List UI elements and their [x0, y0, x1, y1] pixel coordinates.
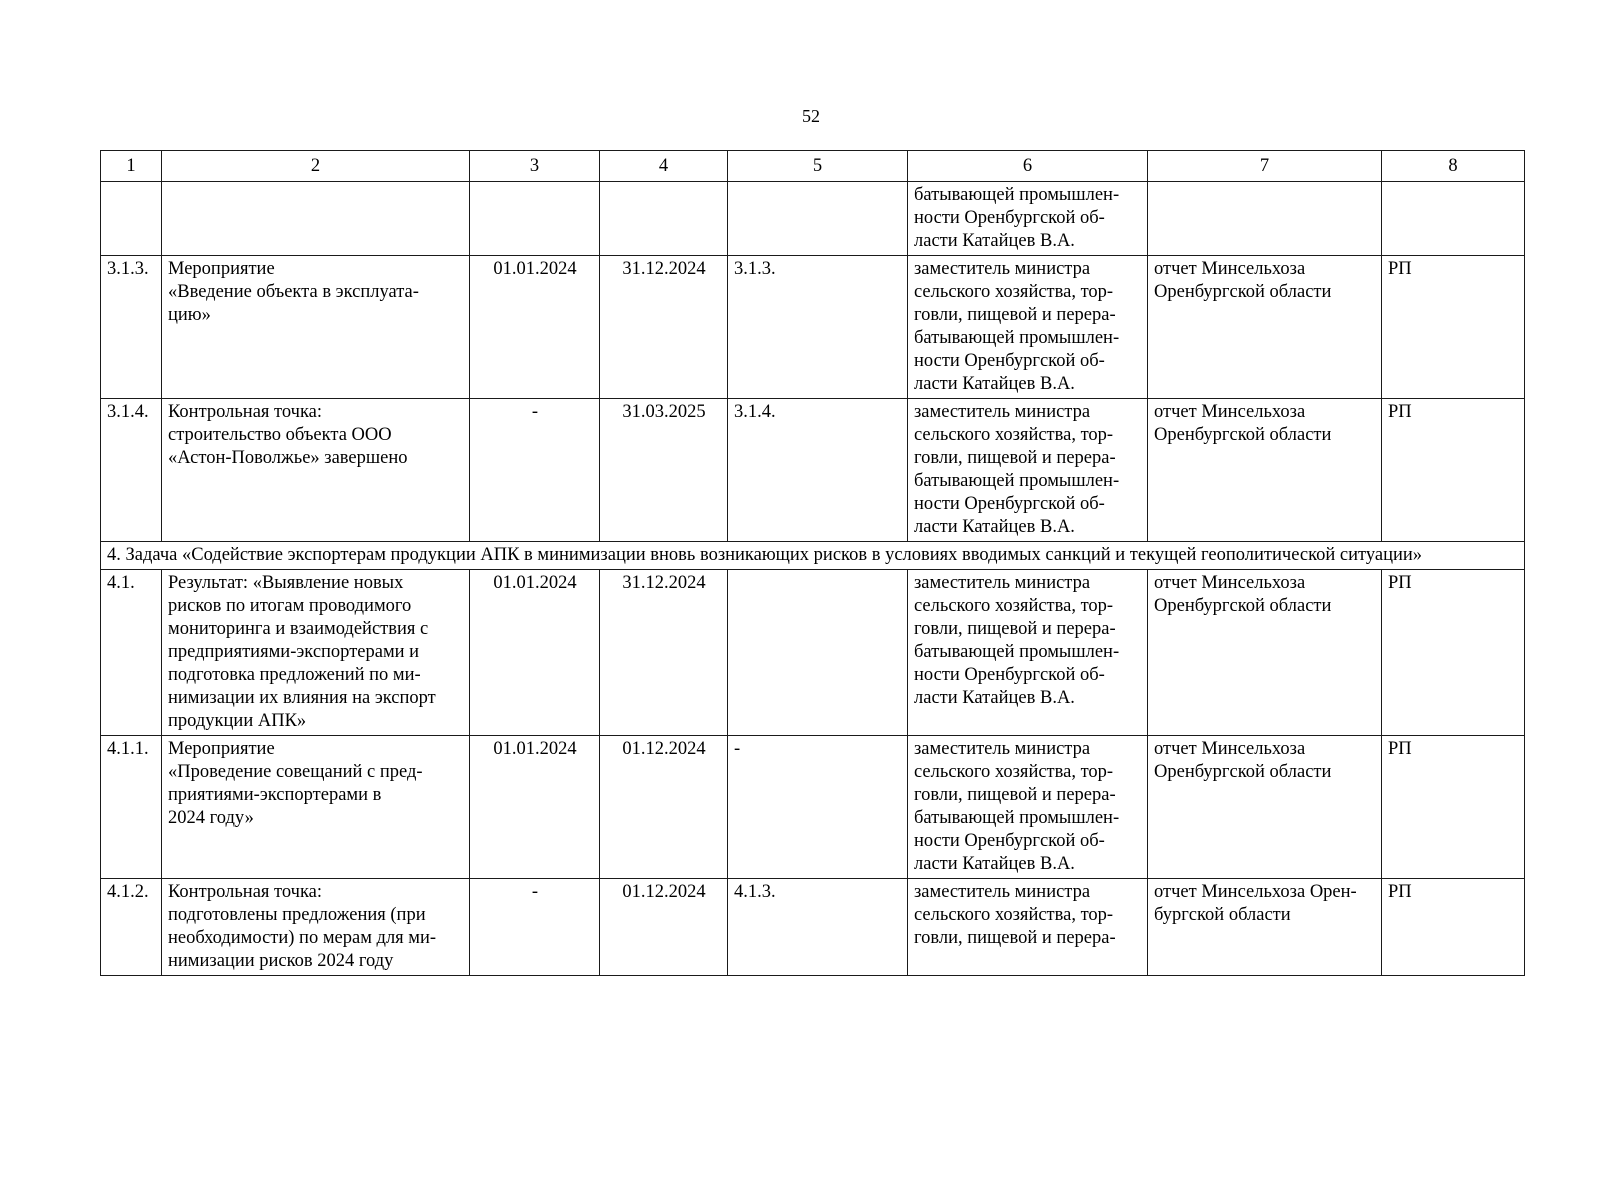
report-document	[1148, 570, 1382, 736]
responsible-person-line: говли, пищевой и перера-	[914, 448, 1116, 468]
column-number: 7	[1148, 151, 1382, 182]
item-name	[162, 736, 470, 879]
page-number: 52	[802, 106, 820, 126]
report-document	[1148, 736, 1382, 879]
item-name-line: приятиями-экспортерами в	[168, 785, 382, 805]
end-date: 31.12.2024	[600, 570, 728, 736]
responsible-person-line: заместитель министра	[914, 402, 1091, 422]
responsible-person-line: заместитель министра	[914, 259, 1091, 279]
responsible-person-line: ласти Катайцев В.А.	[914, 231, 1075, 251]
responsible-person	[908, 879, 1148, 976]
item-name-line: Контрольная точка:	[168, 882, 323, 902]
item-number: 4.1.1.	[101, 736, 162, 879]
start-date	[470, 182, 600, 256]
responsible-person-line: ности Оренбургской об-	[914, 208, 1105, 228]
start-date: 01.01.2024	[470, 736, 600, 879]
item-name-line: предприятиями-экспортерами и	[168, 642, 420, 662]
control-level: РП	[1382, 399, 1525, 542]
control-level: РП	[1382, 256, 1525, 399]
item-name-line: необходимости) по мерам для ми-	[168, 928, 437, 948]
item-name-line: 2024 году»	[168, 808, 254, 828]
responsible-person-line: заместитель министра	[914, 739, 1091, 759]
report-document-line: Оренбургской области	[1154, 596, 1332, 616]
item-name-line: Мероприятие	[168, 259, 275, 279]
start-date: 01.01.2024	[470, 256, 600, 399]
item-name-line: подготовка предложений по ми-	[168, 665, 421, 685]
task-heading: 4. Задача «Содействие экспортерам продукции АПК в минимизации вновь возникающих рисков в условиях вводимых санкций и текущей геополитической ситуации»	[101, 542, 1525, 570]
item-name-line: нимизации рисков 2024 году	[168, 951, 394, 971]
linked-item: 3.1.3.	[728, 256, 908, 399]
report-document	[1148, 182, 1382, 256]
responsible-person-line: говли, пищевой и перера-	[914, 785, 1116, 805]
item-name-line: подготовлены предложения (при	[168, 905, 426, 925]
item-number: 4.1.2.	[101, 879, 162, 976]
item-name	[162, 182, 470, 256]
report-document-line: отчет Минсельхоза	[1154, 573, 1306, 593]
item-name-line: продукции АПК»	[168, 711, 307, 731]
column-number-row	[101, 151, 1525, 182]
task-row	[101, 542, 1525, 570]
linked-item	[728, 570, 908, 736]
start-date: -	[470, 399, 600, 542]
item-number: 3.1.3.	[101, 256, 162, 399]
report-document	[1148, 879, 1382, 976]
responsible-person-line: батывающей промышлен-	[914, 471, 1120, 491]
control-level: РП	[1382, 570, 1525, 736]
responsible-person-line: ности Оренбургской об-	[914, 665, 1105, 685]
item-name-line: мониторинга и взаимодействия с	[168, 619, 429, 639]
column-number: 4	[600, 151, 728, 182]
responsible-person-line: батывающей промышлен-	[914, 642, 1120, 662]
end-date: 31.03.2025	[600, 399, 728, 542]
responsible-person	[908, 399, 1148, 542]
item-name-line: рисков по итогам проводимого	[168, 596, 412, 616]
item-number: 4.1.	[101, 570, 162, 736]
item-name-line: Мероприятие	[168, 739, 275, 759]
report-document-line: Оренбургской области	[1154, 762, 1332, 782]
responsible-person-line: сельского хозяйства, тор-	[914, 425, 1114, 445]
end-date	[600, 182, 728, 256]
responsible-person-line: сельского хозяйства, тор-	[914, 762, 1114, 782]
responsible-person-line: батывающей промышлен-	[914, 328, 1120, 348]
report-document-line: Оренбургской области	[1154, 282, 1332, 302]
responsible-person	[908, 256, 1148, 399]
responsible-person-line: ности Оренбургской об-	[914, 351, 1105, 371]
item-name-line: «Проведение совещаний с пред-	[168, 762, 423, 782]
plan-table-body	[101, 151, 1525, 976]
start-date: 01.01.2024	[470, 570, 600, 736]
column-number: 1	[101, 151, 162, 182]
responsible-person-line: ности Оренбургской об-	[914, 494, 1105, 514]
responsible-person-line: ласти Катайцев В.А.	[914, 374, 1075, 394]
column-number: 5	[728, 151, 908, 182]
report-document-line: отчет Минсельхоза	[1154, 739, 1306, 759]
table-row	[101, 879, 1525, 976]
responsible-person	[908, 570, 1148, 736]
responsible-person-line: ласти Катайцев В.А.	[914, 854, 1075, 874]
item-name-line: «Астон-Поволжье» завершено	[168, 448, 408, 468]
item-name	[162, 399, 470, 542]
column-number: 2	[162, 151, 470, 182]
linked-item: 3.1.4.	[728, 399, 908, 542]
report-document	[1148, 399, 1382, 542]
linked-item: 4.1.3.	[728, 879, 908, 976]
responsible-person-line: ласти Катайцев В.А.	[914, 517, 1075, 537]
column-number: 8	[1382, 151, 1525, 182]
responsible-person-line: сельского хозяйства, тор-	[914, 905, 1114, 925]
control-level: РП	[1382, 879, 1525, 976]
table-row	[101, 399, 1525, 542]
report-document-line: Оренбургской области	[1154, 425, 1332, 445]
control-level: РП	[1382, 736, 1525, 879]
report-document-line: отчет Минсельхоза Орен-	[1154, 882, 1357, 902]
item-name-line: «Введение объекта в эксплуата-	[168, 282, 419, 302]
responsible-person-line: говли, пищевой и перера-	[914, 619, 1116, 639]
responsible-person-line: ласти Катайцев В.А.	[914, 688, 1075, 708]
item-name-line: строительство объекта ООО	[168, 425, 392, 445]
responsible-person-line: сельского хозяйства, тор-	[914, 282, 1114, 302]
responsible-person-line: батывающей промышлен-	[914, 808, 1120, 828]
table-row	[101, 736, 1525, 879]
start-date: -	[470, 879, 600, 976]
responsible-person-line: сельского хозяйства, тор-	[914, 596, 1114, 616]
responsible-person	[908, 182, 1148, 256]
item-number	[101, 182, 162, 256]
linked-item: -	[728, 736, 908, 879]
item-name	[162, 879, 470, 976]
responsible-person-line: говли, пищевой и перера-	[914, 928, 1116, 948]
responsible-person-line: ности Оренбургской об-	[914, 831, 1105, 851]
report-document	[1148, 256, 1382, 399]
item-name	[162, 256, 470, 399]
end-date: 01.12.2024	[600, 736, 728, 879]
report-document-line: бургской области	[1154, 905, 1291, 925]
table-row	[101, 570, 1525, 736]
responsible-person	[908, 736, 1148, 879]
report-document-line: отчет Минсельхоза	[1154, 259, 1306, 279]
responsible-person-line: говли, пищевой и перера-	[914, 305, 1116, 325]
linked-item	[728, 182, 908, 256]
end-date: 31.12.2024	[600, 256, 728, 399]
column-number: 6	[908, 151, 1148, 182]
item-number: 3.1.4.	[101, 399, 162, 542]
item-name-line: нимизации их влияния на экспорт	[168, 688, 436, 708]
item-name-line: Результат: «Выявление новых	[168, 573, 404, 593]
control-level	[1382, 182, 1525, 256]
end-date: 01.12.2024	[600, 879, 728, 976]
item-name	[162, 570, 470, 736]
item-name-line: цию»	[168, 305, 211, 325]
report-document-line: отчет Минсельхоза	[1154, 402, 1306, 422]
item-name-line: Контрольная точка:	[168, 402, 323, 422]
responsible-person-line: заместитель министра	[914, 882, 1091, 902]
responsible-person-line: батывающей промышлен-	[914, 185, 1120, 205]
column-number: 3	[470, 151, 600, 182]
table-row	[101, 256, 1525, 399]
plan-table	[100, 150, 1525, 976]
responsible-person-line: заместитель министра	[914, 573, 1091, 593]
table-row	[101, 182, 1525, 256]
